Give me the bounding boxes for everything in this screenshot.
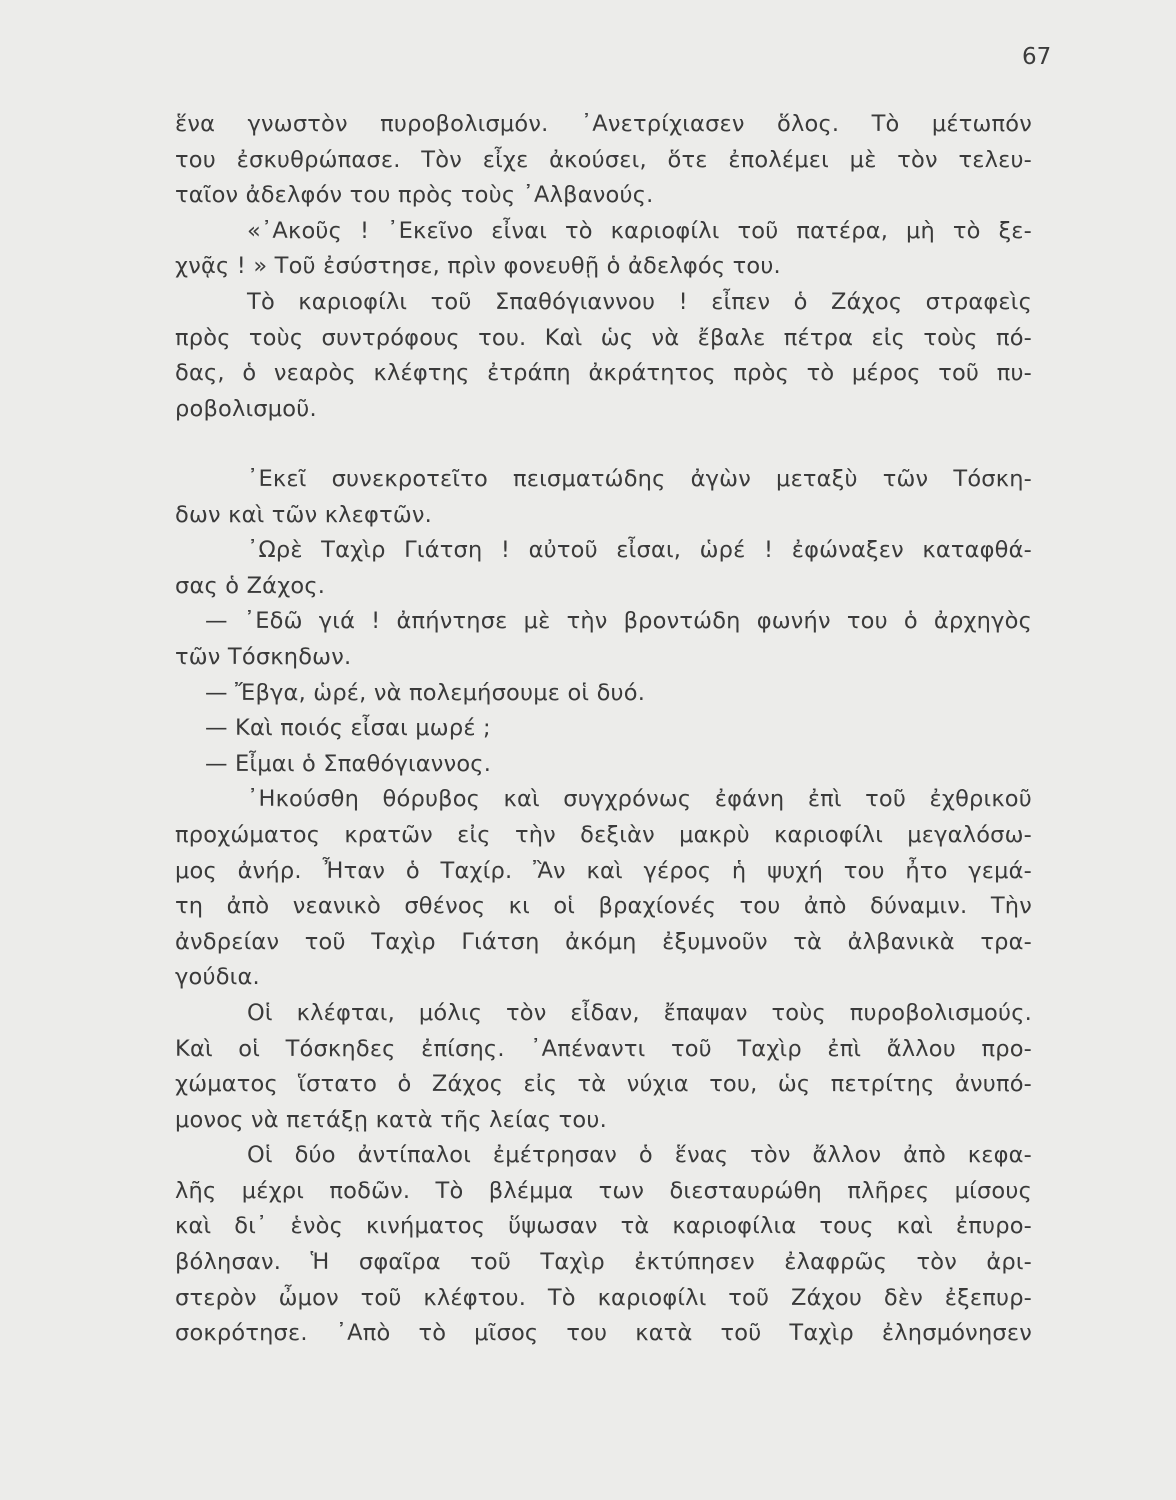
text-line: — ᾿Εδῶ γιά ! ἀπήντησε μὲ τὴν βροντώδη φωνήν του ὁ ἀρχηγὸς — [205, 608, 1032, 635]
text-line: μονος νὰ πετάξῃ κατὰ τῆς λείας του. — [175, 1106, 607, 1133]
text-line: χώματος ἵστατο ὁ Ζάχος εἰς τὰ νύχια του, ὡς πετρίτης ἀνυπό- — [175, 1071, 1032, 1098]
text-line: χνᾷς ! » Τοῦ ἐσύστησε, πρὶν φονευθῇ ὁ ἀδελφός του. — [175, 253, 781, 280]
text-block-1 — [175, 107, 1032, 427]
text-line: τῶν Τόσκηδων. — [175, 643, 352, 670]
text-line: πρὸς τοὺς συντρόφους του. Καὶ ὡς νὰ ἔβαλε πέτρα εἰς τοὺς πό- — [175, 324, 1032, 351]
text-line: ἕνα γνωστὸν πυροβολισμόν. ᾿Ανετρίχιασεν ὅλος. Τὸ μέτωπόν — [175, 111, 1032, 137]
text-line: τη ἀπὸ νεανικὸ σθένος κι οἱ βραχίονές του ἀπὸ δύναμιν. Τὴν — [175, 893, 1032, 920]
text-line: βόλησαν. Ἡ σφαῖρα τοῦ Ταχὶρ ἐκτύπησεν ἐλαφρῶς τὸν ἀρι- — [175, 1249, 1032, 1276]
text-line: καὶ δι᾿ ἑνὸς κινήματος ὕψωσαν τὰ καριοφίλια τους καὶ ἐπυρο- — [175, 1213, 1032, 1240]
text-line: στερὸν ὦμον τοῦ κλέφτου. Τὸ καριοφίλι τοῦ Ζάχου δὲν ἐξεπυρ- — [175, 1284, 1032, 1311]
text-line: λῆς μέχρι ποδῶν. Τὸ βλέμμα των διεσταυρώθη πλῆρες μίσους — [175, 1177, 1032, 1204]
text-line: — Καὶ ποιός εἶσαι μωρέ ; — [205, 715, 491, 742]
text-line: — Εἶμαι ὁ Σπαθόγιαννος. — [205, 750, 492, 777]
text-line: μος ἀνήρ. Ἦταν ὁ Ταχίρ. Ἂν καὶ γέρος ἡ ψυχή του ἦτο γεμά- — [175, 857, 1032, 884]
text-line: σας ὁ Ζάχος. — [175, 572, 326, 599]
text-line: σοκρότησε. ᾿Απὸ τὸ μῖσος του κατὰ τοῦ Ταχὶρ ἐλησμόνησεν — [175, 1320, 1032, 1347]
text-line: «᾿Ακοῦς ! ᾿Εκεῖνο εἶναι τὸ καριοφίλι τοῦ πατέρα, μὴ τὸ ξε- — [247, 217, 1032, 244]
text-block-2 — [175, 462, 1032, 1352]
text-line: — Ἔβγα, ὡρέ, νὰ πολεμήσουμε οἱ δυό. — [205, 679, 646, 706]
text-line: Καὶ οἱ Τόσκηδες ἐπίσης. ᾿Απέναντι τοῦ Ταχὶρ ἐπὶ ἄλλου προ- — [175, 1035, 1032, 1062]
page-number: 67 — [1022, 44, 1052, 70]
text-line: Οἱ κλέφται, μόλις τὸν εἶδαν, ἔπαψαν τοὺς πυροβολισμούς. — [247, 999, 1032, 1026]
text-line: Οἱ δύο ἀντίπαλοι ἐμέτρησαν ὁ ἕνας τὸν ἄλλον ἀπὸ κεφα- — [247, 1142, 1032, 1169]
text-line: ᾿Ωρὲ Ταχὶρ Γιάτση ! αὐτοῦ εἶσαι, ὡρέ ! ἐφώναξεν καταφθά- — [247, 537, 1032, 564]
text-line: δας, ὁ νεαρὸς κλέφτης ἐτράπη ἀκράτητος πρὸς τὸ μέρος τοῦ πυ- — [175, 360, 1032, 387]
text-line: ροβολισμοῦ. — [175, 395, 317, 422]
text-line: ταῖον ἀδελφόν του πρὸς τοὺς ᾿Αλβανούς. — [175, 182, 654, 209]
text-line: του ἐσκυθρώπασε. Τὸν εἶχε ἀκούσει, ὅτε ἐπολέμει μὲ τὸν τελευ- — [175, 146, 1032, 173]
text-line: προχώματος κρατῶν εἰς τὴν δεξιὰν μακρὺ καριοφίλι μεγαλόσω- — [175, 821, 1032, 848]
text-line: γούδια. — [175, 964, 260, 991]
text-line: δων καὶ τῶν κλεφτῶν. — [175, 501, 432, 528]
text-line: ᾿Ηκούσθη θόρυβος καὶ συγχρόνως ἐφάνη ἐπὶ τοῦ ἐχθρικοῦ — [247, 786, 1032, 813]
text-line: ᾿Εκεῖ συνεκροτεῖτο πεισματώδης ἀγὼν μεταξὺ τῶν Τόσκη- — [247, 466, 1032, 492]
text-line: Τὸ καριοφίλι τοῦ Σπαθόγιαννου ! εἶπεν ὁ Ζάχος στραφεὶς — [247, 288, 1032, 315]
text-line: ἀνδρείαν τοῦ Ταχὶρ Γιάτση ἀκόμη ἐξυμνοῦν τὰ ἀλβανικὰ τρα- — [175, 928, 1032, 955]
